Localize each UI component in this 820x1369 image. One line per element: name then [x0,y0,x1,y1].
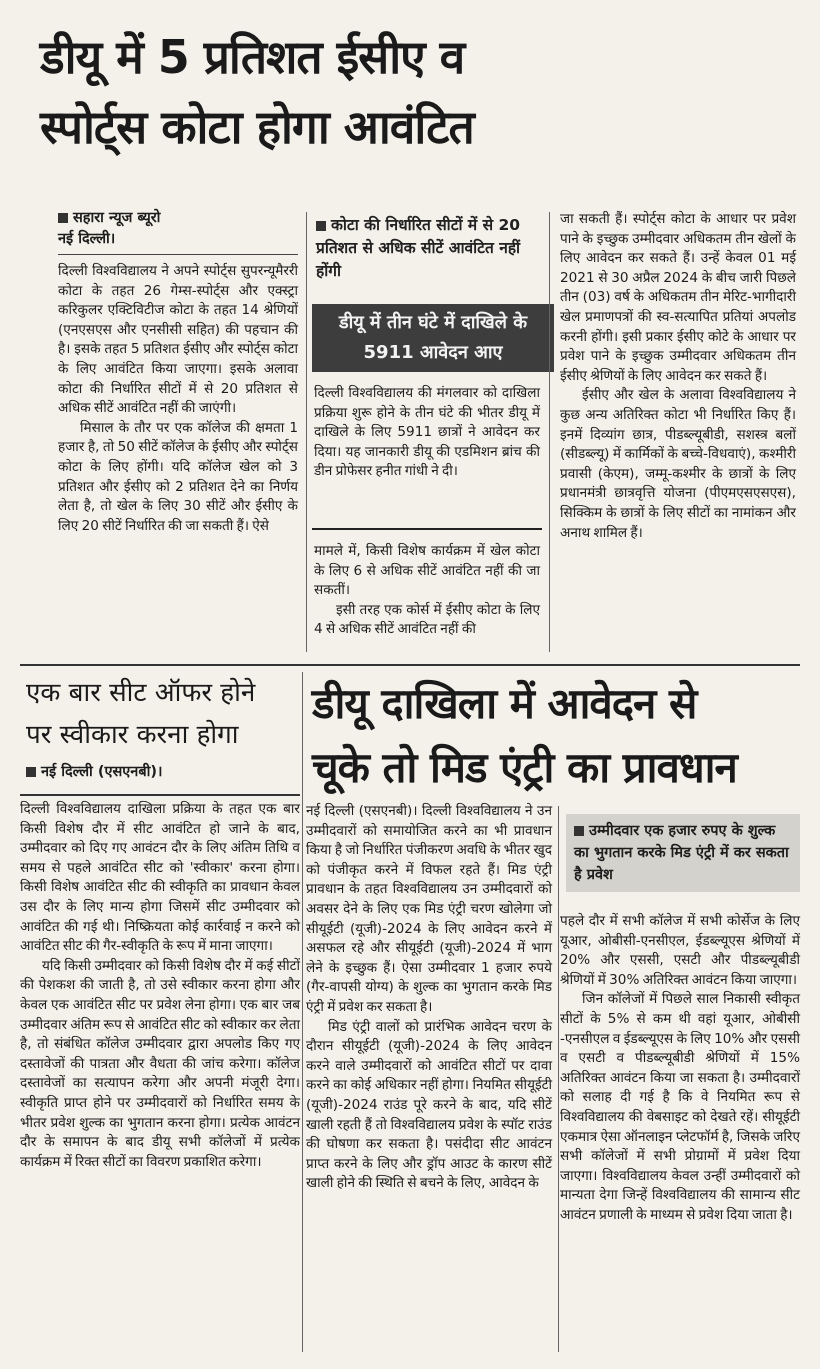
article1-col1-para-2: मिसाल के तौर पर एक कॉलेज की क्षमता 1 हजार है, तो 50 सीटें कॉलेज के ईसीए और स्पोर्ट्स कोटा के लिए होंगी। यदि कॉलेज खेल को 3 प्रतिशत और ईसीए को 2 प्रतिशत देने का निर्णय लेता है, तो खेल के लिए 30 सीटें और ईसीए के लिए 20 सीटें निर्धारित की जा सकती हैं। ऐसे [58,419,298,534]
article2-byline [26,762,296,783]
article1-col3-para-1: जा सकती हैं। स्पोर्ट्स कोटा के आधार पर प्रवेश पाने के इच्छुक उम्मीदवार अधिकतम तीन खेलों के लिए आवेदन कर सकते हैं। उन्हें केवल 01 मई 2021 से 30 अप्रैल 2024 के बीच जारी पिछले तीन (03) वर्ष के अधिकतम तीन मेरिट-भागीदारी खेल प्रमाणपत्रों की स्व-सत्यापित प्रतियां अपलोड करनी होंगी। इसी प्रकार ईसीए कोटे के आधार पर प्रवेश पाने के इच्छुक उम्मीदवार अधिकतम तीन ईसीए श्रेणियों के लिए आवेदन कर सकते हैं। [560,211,796,384]
article1-column-3 [560,210,796,543]
section-divider [20,664,800,666]
column-divider [549,212,550,652]
kicker-text: उम्मीदवार एक हजार रुपए के शुल्क का भुगतान करके मिड एंट्री में कर सकता है प्रवेश [574,823,789,883]
byline-divider [58,254,298,255]
article1-byline [58,208,298,250]
article2-headline [26,672,306,756]
main-headline-line2: स्पोर्ट्स कोटा होगा आवंटित [40,100,474,154]
article2-headline-line1: एक बार सीट ऑफर होने [26,678,256,708]
article3-headline-line1: डीयू दाखिला में आवेदन से [312,679,697,728]
article1-col2-para-1: मामले में, किसी विशेष कार्यक्रम में खेल कोटा के लिए 6 से अधिक सीटें आवंटित नहीं की जा सकतीं। [314,543,540,599]
article2-rule [20,794,300,796]
article1-col1-para-1: दिल्ली विश्वविद्यालय ने अपने स्पोर्ट्स सुपरन्यूमैररी कोटा के तहत 26 गेम्स-स्पोर्ट्स और एक्स्ट्रा करिकुलर एक्टिविटीज कोटा के तहत 14 श्रेणियों (एनएसएस और एनसीसी सहित) की पहचान की है। इसके तहत 5 प्रतिशत ईसीए और स्पोर्ट्स कोटा के लिए आवंटित किया जाएगा। इसके अलावा कोटा की निर्धारित सीटों में से 20 प्रतिशत से अधिक सीटें आवंटित नहीं की जाएंगी। [58,263,298,417]
main-headline-line1: डीयू में 5 प्रतिशत ईसीए व [40,30,465,84]
article3-col1-para-2: मिड एंट्री वालों को प्रारंभिक आवेदन चरण के दौरान सीयूईटी (यूजी)-2024 के लिए आवेदन करने वाले उम्मीदवारों को आवंटित सीटों पर दावा करने का कोई अधिकार नहीं होगा। नियमित सीयूईटी (यूजी)-2024 राउंड पूरे करने के बाद, यदि सीटें खाली रहती हैं तो विश्वविद्यालय प्रवेश के स्पॉट राउंड की घोषणा कर सकता है। पसंदीदा सीट आवंटन प्राप्त करने के लिए और ड्रॉप आउट के कारण सीटें खाली होने की स्थिति से बचने के लिए, आवेदन के [306,1018,552,1192]
article3-col2-para-1: पहले दौर में सभी कॉलेज में सभी कोर्सेज के लिए यूआर, ओबीसी-एनसीएल, ईडब्ल्यूएस श्रेणियों में 20% और एससी, एसटी और पीडब्ल्यूबीडी श्रेणियों में 30% अतिरिक्त आवंटन किया जाएगा। [560,913,800,988]
info-box-text: दिल्ली विश्वविद्यालय की मंगलवार को दाखिला प्रक्रिया शुरू होने के तीन घंटे की भीतर डीयू में दाखिले के लिए 5911 छात्रों ने आवेदन कर दिया। यह जानकारी डीयू की एडमिशन ब्रांच की डीन प्रोफेसर हनीत गांधी ने दी। [314,385,540,480]
article3-headline [312,672,800,800]
article3-column-1 [306,802,552,1194]
article3-column-2 [560,912,800,1226]
article1-kicker [316,214,538,283]
byline-source: सहारा न्यूज ब्यूरो [73,210,161,226]
article2-para-2: यदि किसी उम्मीदवार को किसी विशेष दौर में कई सीटों की पेशकश की जाती है, तो उसे स्वीकार करना होगा और केवल एक आवंटित सीट पर प्रवेश लेना होगा। एक बार जब उम्मीदवार अंतिम रूप से आवंटित सीट को स्वीकार कर लेता है, तो संबंधित कॉलेज उम्मीदवार द्वारा अपलोड किए गए दस्तावेजों की पात्रता और वैधता की जांच करेगा। कॉलेज दस्तावेजों का सत्यापन करेगा और अपनी मंजूरी देगा। स्वीकृति प्राप्त होने पर उम्मीदवारों को निर्धारित समय के भीतर प्रवेश शुल्क का भुगतान करना होगा। प्रत्येक आवंटन दौर के समापन के बाद डीयू सभी कॉलेजों में प्रत्येक कार्यक्रम में रिक्त सीटों का विवरण प्रकाशित करेगा। [20,957,300,1170]
kicker-text: कोटा की निर्धारित सीटों में से 20 प्रतिशत से अधिक सीटें आवंटित नहीं होंगी [316,216,521,280]
bullet-square-icon [58,213,68,223]
article3-col1-para-1: नई दिल्ली (एसएनबी)। दिल्ली विश्वविद्यालय ने उन उम्मीदवारों को समायोजित करने का भी प्रावधान किया है जो निर्धारित पंजीकरण अवधि के भीतर खुद को पंजीकृत करने में विफल रहते हैं। मिड एंट्री प्रावधान के तहत विश्वविद्यालय उन उम्मीदवारों को अवसर देने के लिए एक मिड एंट्री चरण खोलेगा जो सीयूईटी (यूजी)-2024 के लिए आवेदन करने में असफल रहे और सीयूईटी (यूजी)-2024 में भाग लेने के इच्छुक हैं। ऐसा उम्मीदवार 1 हजार रुपये (गैर-वापसी योग्य) के शुल्क का भुगतान करके मिड एंट्री में प्रवेश कर सकता है। [306,803,552,1015]
info-box-rule [312,528,542,530]
bullet-square-icon [26,767,36,777]
article3-kicker-box [566,814,800,892]
article1-column-2 [314,542,540,640]
info-box-headline: डीयू में तीन घंटे में दाखिले के 5911 आवेदन आए [312,304,554,372]
column-divider [302,672,303,1352]
article1-col2-para-2: इसी तरह एक कोर्स में ईसीए कोटा के लिए 4 से अधिक सीटें आवंटित नहीं की [314,601,540,638]
byline-city: नई दिल्ली (एसएनबी)। [41,764,163,780]
article2-body [20,800,300,1172]
bullet-square-icon [574,826,584,836]
article2-para-1: दिल्ली विश्वविद्यालय दाखिला प्रक्रिया के तहत एक बार किसी विशेष दौर में सीट आवंटित हो जाने के बाद, उम्मीदवार को दिए गए आवंटन दौर के लिए अंतिम तिथि व समय से पहले आवंटित सीट को 'स्वीकार' करना होगा। किसी विशेष आवंटित सीट की स्वीकृति का प्रावधान केवल उस दौर के लिए मान्य होगा जिसमें सीट उम्मीदवार को आवंटित की गई थी। निष्क्रियता कोई कार्रवाई न करने को आवंटित सीट की गैर-स्वीकृति के रूप में माना जाएगा। [20,801,300,955]
article2-headline-line2: पर स्वीकार करना होगा [26,720,239,750]
article1-column-1 [58,262,298,536]
byline-city: नई दिल्ली। [58,231,116,247]
column-divider [306,212,307,652]
column-divider [558,806,559,1352]
article3-col2-para-2: जिन कॉलेजों में पिछले साल निकासी स्वीकृत सीटों के 5% से कम थी वहां यूआर, ओबीसी -एनसीएल व ईडब्ल्यूएस के लिए 10% और एससी व एसटी व पीडब्ल्यूबीडी श्रेणियों में 15% अतिरिक्त आवंटन किया जा सकता है। उम्मीदवारों को सलाह दी गई है कि वे नियमित रूप से विश्वविद्यालय की वेबसाइट को देखते रहें। सीयूईटी एकमात्र ऐसा ऑनलाइन प्लेटफॉर्म है, जिसके जरिए सभी कॉलेजों में सभी प्रोग्रामों में प्रवेश दिया जाएगा। विश्वविद्यालय केवल उन्हीं उम्मीदवारों को मान्यता देगा जिन्हें विश्वविद्यालय की सामान्य सीट आवंटन प्रणाली के माध्यम से प्रवेश दिया जाता है। [560,991,800,1223]
bullet-square-icon [316,221,326,231]
main-headline [40,22,800,162]
article1-col3-para-2: ईसीए और खेल के अलावा विश्वविद्यालय ने कुछ अन्य अतिरिक्त कोटा भी निर्धारित किए हैं। इनमें दिव्यांग छात्र, पीडब्ल्यूबीडी, सशस्त्र बलों (सीडब्ल्यू) में कार्मिकों के बच्चे-विधवाएं), कश्मीरी प्रवासी (केएम), जम्मू-कश्मीर के छात्रों के लिए प्रधानमंत्री छात्रवृत्ति योजना (पीएमएसएसएस), सिक्किम के छात्रों के लिए सीटों का नामांकन और अनाथ शामिल हैं। [560,387,796,541]
article3-headline-line2: चूके तो मिड एंट्री का प्रावधान [312,743,737,792]
